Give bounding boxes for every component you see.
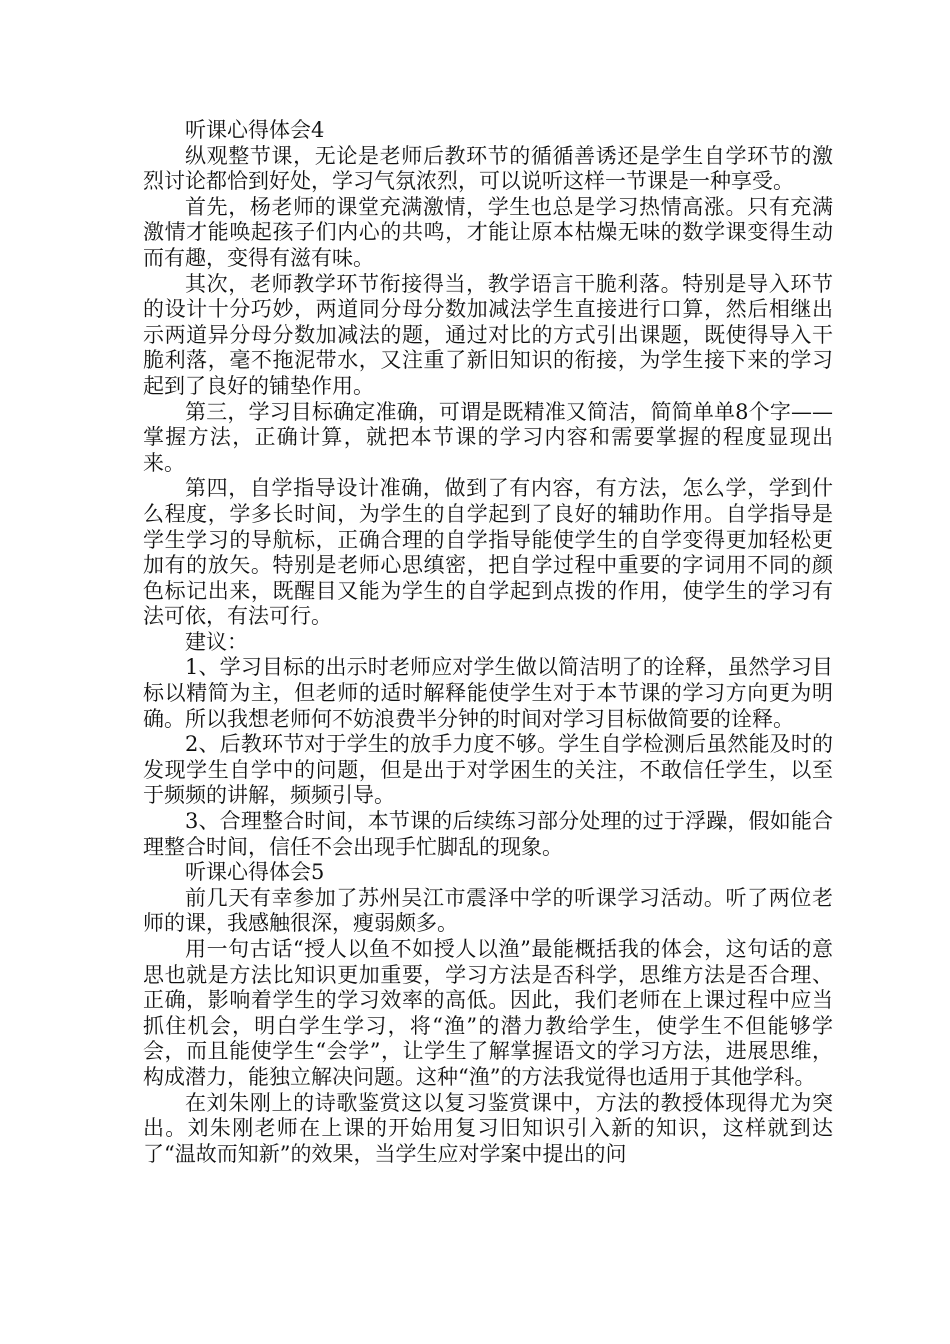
suggestion-item: 1、学习目标的出示时老师应对学生做以简洁明了的诠释，虽然学习目标以精简为主，但老师的适时解释能使学生对于本节课的学习方向更为明确。所以我想老师何不妨浪费半分钟的时间对学习目标做简要的诠释。 [143,655,833,731]
paragraph: 第三，学习目标确定准确，可谓是既精准又简洁，简简单单8个字——掌握方法，正确计算，就把本节课的学习内容和需要掌握的程度显现出来。 [143,399,833,475]
paragraph: 在刘朱刚上的诗歌鉴赏这以复习鉴赏课中，方法的教授体现得尤为突出。刘朱刚老师在上课的开始用复习旧知识引入新的知识，这样就到达了“温故而知新”的效果，当学生应对学案中提出的问 [143,1090,833,1166]
suggestion-item: 2、后教环节对于学生的放手力度不够。学生自学检测后虽然能及时的发现学生自学中的问题，但是出于对学困生的关注，不敢信任学生，以至于频频的讲解，频频引导。 [143,732,833,808]
section-heading-5: 听课心得体会5 [185,860,325,885]
suggestion-heading: 建议： [185,629,248,654]
suggestion-item: 3、合理整合时间，本节课的后续练习部分处理的过于浮躁，假如能合理整合时间，信任不会出现手忙脚乱的现象。 [143,809,833,859]
section-heading-4: 听课心得体会4 [185,118,325,142]
paragraph: 用一句古话“授人以鱼不如授人以渔”最能概括我的体会，这句话的意思也就是方法比知识更加重要，学习方法是否科学，思维方法是否合理、正确，影响着学生的学习效率的高低。因此，我们老师在上课过程中应当抓住机会，明白学生学习，将“渔”的潜力教给学生，使学生不但能够学会，而且能使学生“会学”，让学生了解掌握语文的学习方法，进展思维，构成潜力，能独立解决问题。这种“渔”的方法我觉得也适用于其他学科。 [143,937,833,1089]
paragraph: 首先，杨老师的课堂充满激情，学生也总是学习热情高涨。只有充满激情才能唤起孩子们内心的共鸣，才能让原本枯燥无味的数学课变得生动而有趣，变得有滋有味。 [143,194,833,270]
paragraph: 第四，自学指导设计准确，做到了有内容，有方法，怎么学，学到什么程度，学多长时间，为学生的自学起到了良好的辅助作用。自学指导是学生学习的导航标，正确合理的自学指导能使学生的自学变得更加轻松更加有的放矢。特别是老师心思缜密，把自学过程中重要的字词用不同的颜色标记出来，既醒目又能为学生的自学起到点拨的作用，使学生的学习有法可依，有法可行。 [143,476,833,629]
paragraph: 其次，老师教学环节衔接得当，教学语言干脆利落。特别是导入环节的设计十分巧妙，两道同分母分数加减法学生直接进行口算，然后相继出示两道异分母分数加减法的题，通过对比的方式引出课题，既使得导入干脆利落，毫不拖泥带水，又注重了新旧知识的衔接，为学生接下来的学习起到了良好的铺垫作用。 [143,271,833,398]
document-body [143,118,833,1167]
paragraph: 前几天有幸参加了苏州吴江市震泽中学的听课学习活动。听了两位老师的课，我感触很深，瘦弱颇多。 [143,885,833,936]
paragraph: 纵观整节课，无论是老师后教环节的循循善诱还是学生自学环节的激烈讨论都恰到好处，学习气氛浓烈，可以说听这样一节课是一种享受。 [143,143,833,194]
